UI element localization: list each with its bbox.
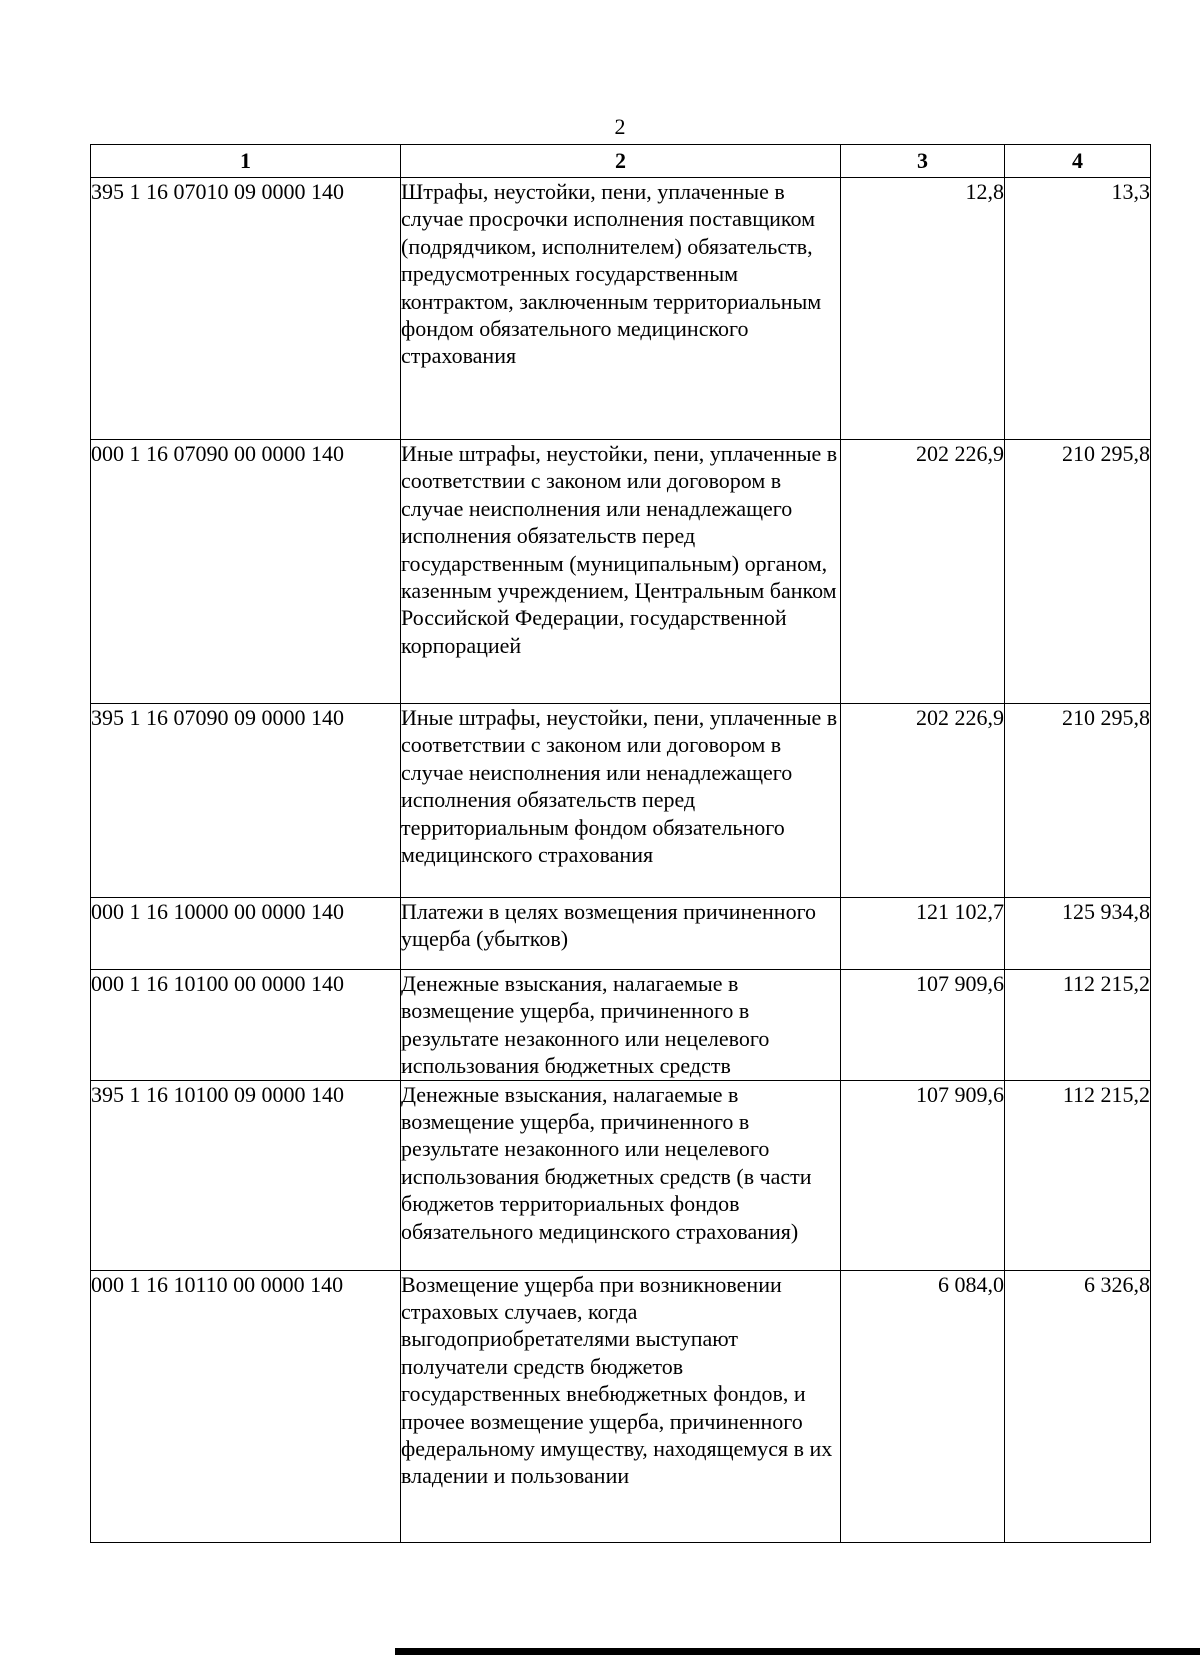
amount-col-4: 112 215,2 bbox=[1005, 1080, 1151, 1270]
header-col-2: 2 bbox=[401, 145, 841, 178]
table-row bbox=[91, 178, 1151, 440]
budget-code: 000 1 16 10000 00 0000 140 bbox=[91, 898, 401, 970]
revenue-name: Иные штрафы, неустойки, пени, уплаченные в соответствии с законом или договором в случае неисполнения или ненадлежащего исполнения обязательств перед государственным (муниципальным) органом, казенным учреждением, Центральным банком Российской Федерации, государственной корпорацией bbox=[401, 440, 841, 704]
table-header-row bbox=[91, 145, 1151, 178]
revenue-table bbox=[90, 144, 1151, 1543]
budget-code: 000 1 16 10110 00 0000 140 bbox=[91, 1270, 401, 1542]
amount-col-3: 107 909,6 bbox=[841, 970, 1005, 1081]
table-row bbox=[91, 1270, 1151, 1542]
amount-col-3: 12,8 bbox=[841, 178, 1005, 440]
amount-col-4: 13,3 bbox=[1005, 178, 1151, 440]
revenue-name: Денежные взыскания, налагаемые в возмещение ущерба, причиненного в результате незаконного или нецелевого использования бюджетных средств (в части бюджетов территориальных фондов обязательного медицинского страхования) bbox=[401, 1080, 841, 1270]
budget-code: 395 1 16 07010 09 0000 140 bbox=[91, 178, 401, 440]
amount-col-4: 125 934,8 bbox=[1005, 898, 1151, 970]
amount-col-4: 112 215,2 bbox=[1005, 970, 1151, 1081]
table-row bbox=[91, 898, 1151, 970]
budget-code: 000 1 16 07090 00 0000 140 bbox=[91, 440, 401, 704]
scan-edge-rule bbox=[395, 1648, 1200, 1655]
amount-col-3: 121 102,7 bbox=[841, 898, 1005, 970]
revenue-name: Денежные взыскания, налагаемые в возмещение ущерба, причиненного в результате незаконного или нецелевого использования бюджетных средств bbox=[401, 970, 841, 1081]
revenue-name: Иные штрафы, неустойки, пени, уплаченные в соответствии с законом или договором в случае неисполнения или ненадлежащего исполнения обязательств перед территориальным фондом обязательного медицинского страхования bbox=[401, 704, 841, 898]
amount-col-3: 202 226,9 bbox=[841, 440, 1005, 704]
header-col-3: 3 bbox=[841, 145, 1005, 178]
table-row bbox=[91, 1080, 1151, 1270]
revenue-name: Штрафы, неустойки, пени, уплаченные в случае просрочки исполнения поставщиком (подрядчиком, исполнителем) обязательств, предусмотренных государственным контрактом, заключенным территориальным фондом обязательного медицинского страхования bbox=[401, 178, 841, 440]
table-row bbox=[91, 970, 1151, 1081]
table-row bbox=[91, 440, 1151, 704]
table-row bbox=[91, 704, 1151, 898]
header-col-1: 1 bbox=[91, 145, 401, 178]
revenue-name: Возмещение ущерба при возникновении страховых случаев, когда выгодоприобретателями выступают получатели средств бюджетов государственных внебюджетных фондов, и прочее возмещение ущерба, причиненного федеральному имуществу, находящемуся в их владении и пользовании bbox=[401, 1270, 841, 1542]
budget-code: 000 1 16 10100 00 0000 140 bbox=[91, 970, 401, 1081]
amount-col-4: 210 295,8 bbox=[1005, 704, 1151, 898]
page-number: 2 bbox=[614, 114, 626, 139]
header-col-4: 4 bbox=[1005, 145, 1151, 178]
amount-col-3: 107 909,6 bbox=[841, 1080, 1005, 1270]
amount-col-3: 6 084,0 bbox=[841, 1270, 1005, 1542]
revenue-name: Платежи в целях возмещения причиненного ущерба (убытков) bbox=[401, 898, 841, 970]
budget-code: 395 1 16 10100 09 0000 140 bbox=[91, 1080, 401, 1270]
amount-col-3: 202 226,9 bbox=[841, 704, 1005, 898]
budget-code: 395 1 16 07090 09 0000 140 bbox=[91, 704, 401, 898]
amount-col-4: 210 295,8 bbox=[1005, 440, 1151, 704]
amount-col-4: 6 326,8 bbox=[1005, 1270, 1151, 1542]
